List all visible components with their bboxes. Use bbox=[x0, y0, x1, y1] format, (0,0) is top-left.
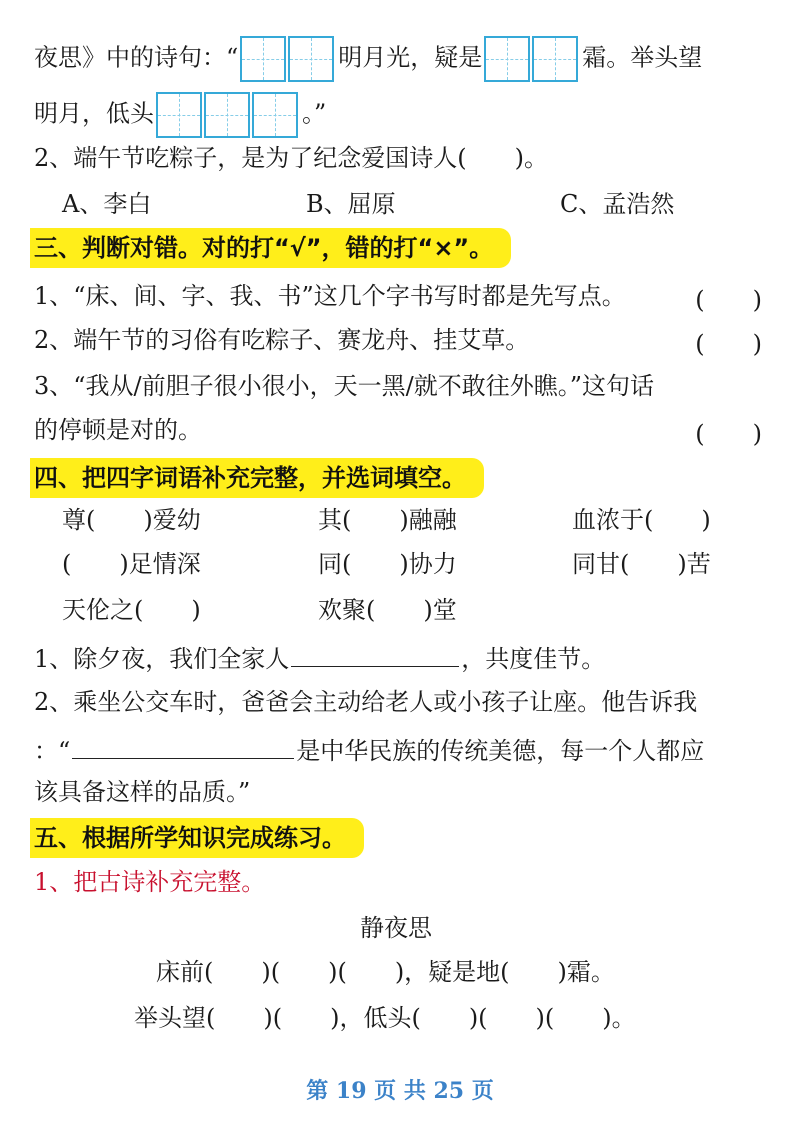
text: 是中华民族的传统美德，每一个人都应 bbox=[296, 737, 705, 765]
text: 明月光，疑是 bbox=[338, 43, 483, 72]
answer-blank[interactable] bbox=[72, 732, 294, 759]
answer-paren[interactable]: ( ) bbox=[695, 420, 762, 448]
tianzi-grid-cell[interactable] bbox=[156, 92, 202, 138]
poem-fill-line-2 bbox=[34, 92, 326, 138]
text: 明月，低头 bbox=[34, 99, 154, 128]
answer-paren[interactable]: ( ) bbox=[695, 330, 762, 358]
section-heading-practice: 五、根据所学知识完成练习。 bbox=[30, 818, 364, 858]
tianzi-grid-cell[interactable] bbox=[240, 36, 286, 82]
answer-paren[interactable]: ( ) bbox=[695, 286, 762, 314]
tianzi-grid-group[interactable] bbox=[240, 36, 336, 82]
poem-line-2: 举头望( )( )，低头( )( )( )。 bbox=[134, 1004, 636, 1032]
poem-fill-line-1 bbox=[34, 36, 702, 82]
idiom-item[interactable]: 同甘( )苦 bbox=[572, 550, 711, 578]
idiom-item[interactable]: ( )足情深 bbox=[62, 550, 201, 578]
poem-line-1: 床前( )( )( )，疑是地( )霜。 bbox=[156, 958, 615, 986]
idiom-item[interactable]: 血浓于( ) bbox=[572, 506, 711, 534]
subheading-poem: 1、把古诗补充完整。 bbox=[34, 868, 266, 896]
tianzi-grid-group[interactable] bbox=[484, 36, 580, 82]
tianzi-grid-cell[interactable] bbox=[252, 92, 298, 138]
fill-sentence-2-line-2 bbox=[34, 732, 704, 767]
judge-question-1: 1、“床、间、字、我、书”这几个字书写时都是先写点。 bbox=[34, 282, 626, 310]
page-footer: 第 19 页 共 25 页 bbox=[306, 1078, 494, 1104]
fill-sentence-2-line-3: 该具备这样的品质。” bbox=[34, 778, 251, 806]
text: ，共度佳节。 bbox=[461, 645, 606, 673]
option-a[interactable]: A、李白 bbox=[62, 190, 152, 218]
option-c[interactable]: C、孟浩然 bbox=[560, 190, 675, 218]
text: 。” bbox=[302, 99, 327, 128]
poem-title: 静夜思 bbox=[360, 914, 432, 942]
idiom-item[interactable]: 同( )协力 bbox=[318, 550, 457, 578]
judge-question-3-line-2: 的停顿是对的。 bbox=[34, 416, 202, 444]
answer-blank[interactable] bbox=[291, 640, 459, 667]
idiom-item[interactable]: 天伦之( ) bbox=[62, 596, 201, 624]
idiom-item[interactable]: 其( )融融 bbox=[318, 506, 457, 534]
idiom-item[interactable]: 欢聚( )堂 bbox=[318, 596, 457, 624]
fill-sentence-1 bbox=[34, 640, 605, 675]
section-heading-idioms: 四、把四字词语补充完整，并选词填空。 bbox=[30, 458, 484, 498]
judge-question-3-line-1: 3、“我从/前胆子很小很小，天一黑/就不敢往外瞧。”这句话 bbox=[34, 372, 654, 400]
text: 夜思》中的诗句：“ bbox=[34, 43, 239, 72]
fill-sentence-2-line-1: 2、乘坐公交车时，爸爸会主动给老人或小孩子让座。他告诉我 bbox=[34, 688, 698, 716]
tianzi-grid-cell[interactable] bbox=[484, 36, 530, 82]
text: ：“ bbox=[34, 737, 71, 765]
judge-question-2: 2、端午节的习俗有吃粽子、赛龙舟、挂艾草。 bbox=[34, 326, 530, 354]
question-qu-yuan: 2、端午节吃粽子，是为了纪念爱国诗人( )。 bbox=[34, 144, 548, 172]
section-heading-judge: 三、判断对错。对的打“√”，错的打“×”。 bbox=[30, 228, 511, 268]
tianzi-grid-cell[interactable] bbox=[532, 36, 578, 82]
idiom-item[interactable]: 尊( )爱幼 bbox=[62, 506, 201, 534]
option-b[interactable]: B、屈原 bbox=[306, 190, 396, 218]
tianzi-grid-cell[interactable] bbox=[288, 36, 334, 82]
text: 1、除夕夜，我们全家人 bbox=[34, 645, 290, 673]
tianzi-grid-group[interactable] bbox=[156, 92, 300, 138]
text: 霜。举头望 bbox=[582, 43, 703, 72]
tianzi-grid-cell[interactable] bbox=[204, 92, 250, 138]
